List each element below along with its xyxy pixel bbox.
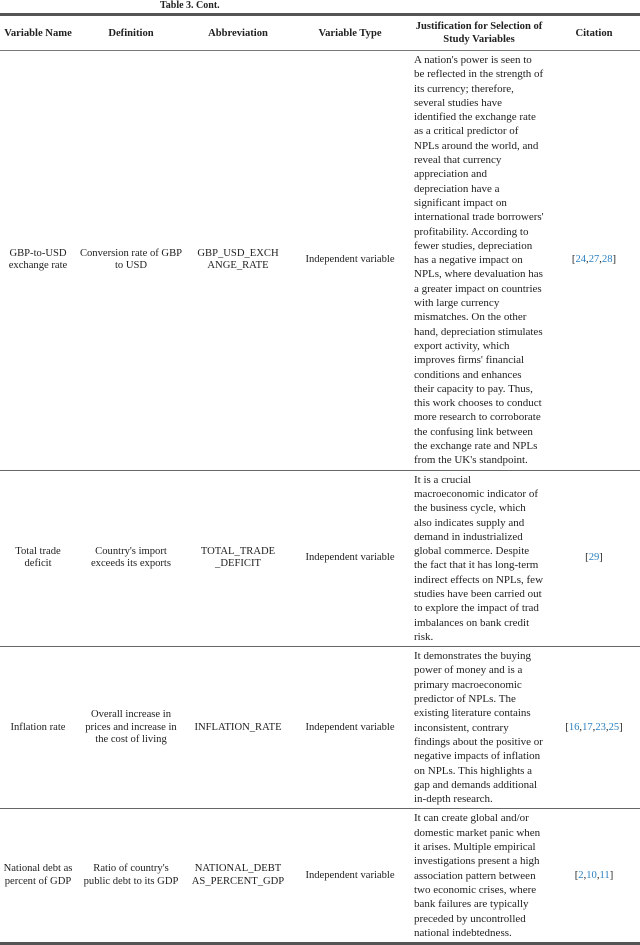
header-row bbox=[0, 15, 640, 51]
justification-cell: A nation's power is seen to be reflected in the strength of its currency; therefore, several studies have identified the exchange rate as a critical predictor of NPLs around the world, and reveal that currency appreciation and depreciation have a significant impact on international trade borrowers' profitability. According to fewer studies, depreciation has a negative impact on NPLs, where devaluation has a greater impact on countries with large currency mismatches. On the other hand, depreciation stimulates export activity, which improves firms' financial conditions and enhances their capacity to pay. Thus, this work chooses to conduct more research to corroborate the confusing link between the exchange rate and NPLs from the UK's standpoint. bbox=[414, 54, 544, 467]
variable-type-cell: Independent variable bbox=[305, 721, 395, 733]
citation-link[interactable]: 11 bbox=[599, 869, 610, 881]
citation-link[interactable]: 17 bbox=[582, 721, 593, 733]
variable-type-cell: Independent variable bbox=[305, 869, 395, 881]
justification-cell: It can create global and/or domestic market panic when it arises. Multiple empirical investigations present a high association pattern between two economic crises, where bank failures are typically preceded by uncontrolled national indebtedness. bbox=[414, 812, 541, 939]
citation-link[interactable]: 29 bbox=[588, 552, 600, 564]
citation-link[interactable]: 2 bbox=[578, 869, 584, 881]
header-variable-type: Variable Type bbox=[318, 27, 382, 39]
variable-type-cell: Independent variable bbox=[305, 552, 395, 564]
citation-link[interactable]: 10 bbox=[586, 869, 597, 881]
citation-cell: [29] bbox=[585, 552, 603, 564]
citation-link[interactable]: 28 bbox=[601, 254, 613, 266]
table-row bbox=[0, 809, 640, 944]
abbreviation-cell: GBP_USD_EXCH ANGE_RATE bbox=[197, 247, 279, 272]
definition-cell: Ratio of country's public debt to its GDP bbox=[83, 863, 179, 887]
header-citation: Citation bbox=[575, 27, 613, 39]
table-row bbox=[0, 647, 640, 809]
variable-type-cell: Independent variable bbox=[305, 254, 395, 266]
study-variables-table bbox=[0, 13, 640, 945]
justification-cell: It demonstrates the buying power of money and is a primary macroeconomic predictor of NPLs. The existing literature contains inconsistent, contrary findings about the positive or negative impacts of inflation on NPLs. This highlights a gap and demands additional in-depth research. bbox=[414, 650, 543, 806]
variable-name-cell: Inflation rate bbox=[10, 721, 66, 733]
citation-cell: [2,10,11] bbox=[574, 869, 614, 881]
table-row bbox=[0, 51, 640, 471]
definition-cell: Country's import exceeds its exports bbox=[90, 545, 172, 570]
citation-cell: [24,27,28] bbox=[571, 254, 617, 266]
table-row bbox=[0, 470, 640, 647]
justification-cell: It is a crucial macroeconomic indicator of the business cycle, which also indicates supply and demand in industrialized global commerce. Despite the fact that it has long-term indirect effects on NPLs, few studies have been carried out to explore the impact of trad imbalances on bank credit risk. bbox=[414, 473, 544, 643]
abbreviation-cell: INFLATION_RATE bbox=[194, 721, 282, 733]
abbreviation-cell: NATIONAL_DEBT AS_PERCENT_GDP bbox=[191, 863, 285, 887]
header-variable-name: Variable Name bbox=[4, 27, 72, 39]
definition-cell: Conversion rate of GBP to USD bbox=[79, 247, 183, 272]
citation-link[interactable]: 27 bbox=[588, 254, 600, 266]
citation-link[interactable]: 25 bbox=[608, 721, 620, 733]
variable-name-cell: Total trade deficit bbox=[15, 545, 61, 570]
variable-name-cell: GBP-to-USD exchange rate bbox=[8, 247, 68, 272]
header-justification: Justification for Selection of Study Variables bbox=[415, 21, 543, 45]
variable-name-cell: National debt as percent of GDP bbox=[3, 863, 73, 887]
citation-link[interactable]: 23 bbox=[595, 721, 606, 733]
table-caption: Table 3. Cont. bbox=[160, 0, 220, 11]
abbreviation-cell: TOTAL_TRADE _DEFICIT bbox=[200, 545, 276, 570]
header-definition: Definition bbox=[108, 27, 154, 39]
citation-link[interactable]: 16 bbox=[568, 721, 580, 733]
definition-cell: Overall increase in prices and increase in the cost of living bbox=[85, 709, 177, 746]
header-abbreviation: Abbreviation bbox=[208, 27, 268, 39]
citation-cell: [16,17,23,25] bbox=[565, 721, 623, 733]
citation-link[interactable]: 24 bbox=[575, 254, 587, 266]
